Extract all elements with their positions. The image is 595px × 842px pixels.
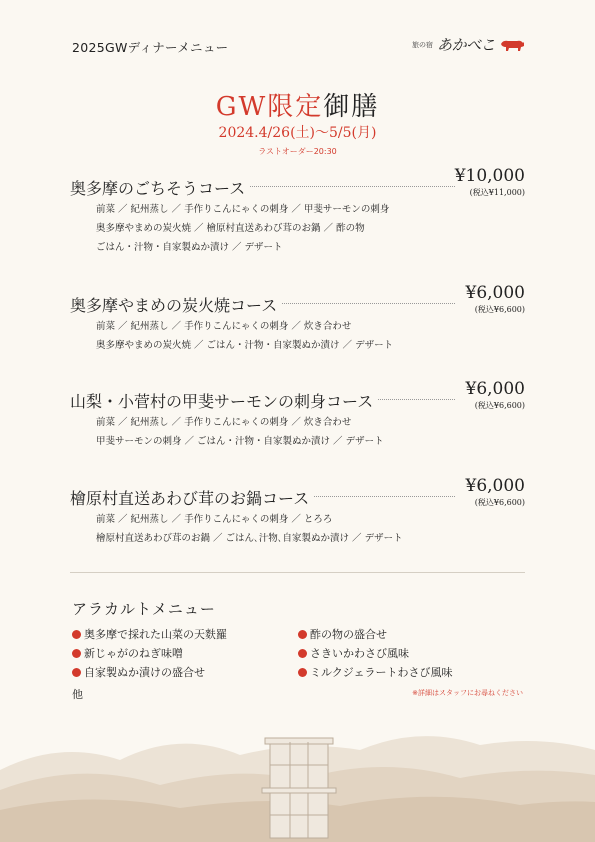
- course-price: ¥6,000: [465, 283, 525, 303]
- course-tax: (税込¥6,600): [474, 305, 525, 314]
- course-item-line: 前菜 ／ 紀州蒸し ／ 手作りこんにゃくの刺身 ／ 甲斐サーモンの刺身: [96, 204, 390, 215]
- course-1: [70, 166, 525, 257]
- course-item-line: 奥多摩やまめの炭火焼 ／ 檜原村直送あわび茸のお鍋 ／ 酢の物: [96, 223, 365, 234]
- course-tax: (税込¥6,600): [474, 401, 525, 410]
- course-item-line: 前菜 ／ 紀州蒸し ／ 手作りこんにゃくの刺身 ／ 炊き合わせ: [96, 417, 352, 428]
- alacarte-title: アラカルトメニュー: [72, 600, 216, 618]
- list-item: [72, 663, 227, 682]
- logo: [412, 34, 525, 55]
- course-item-line: 奥多摩やまめの炭火焼 ／ ごはん・汁物・自家製ぬか漬け ／ デザート: [96, 340, 394, 351]
- list-item: [72, 644, 227, 663]
- list-item-label: さきいかわさび風味: [310, 647, 409, 660]
- red-dot-icon: [72, 649, 81, 658]
- cow-icon: [499, 38, 525, 52]
- list-item: [298, 625, 453, 644]
- course-item-line: 甲斐サーモンの刺身 ／ ごはん・汁物・自家製ぬか漬け ／ デザート: [96, 436, 384, 447]
- red-dot-icon: [298, 649, 307, 658]
- course-price: ¥6,000: [465, 379, 525, 399]
- course-tax: (税込¥6,600): [474, 498, 525, 507]
- list-item: [298, 644, 453, 663]
- title-limited: GW限定: [215, 92, 324, 122]
- course-price: ¥10,000: [454, 166, 525, 186]
- course-2: [70, 283, 525, 355]
- alacarte-list-right: [298, 625, 453, 682]
- course-name: 檜原村直送あわび茸のお鍋コース: [70, 486, 313, 509]
- red-dot-icon: [298, 630, 307, 639]
- alacarte-other: 他: [72, 688, 83, 701]
- menu-label: 2025GWディナーメニュー: [72, 40, 229, 55]
- title-gozen: 御膳: [323, 92, 380, 122]
- course-name: 奥多摩やまめの炭火焼コース: [70, 293, 281, 316]
- course-item-line: ごはん・汁物・自家製ぬか漬け ／ デザート: [96, 242, 283, 253]
- list-item-label: 酢の物の盛合せ: [310, 628, 387, 641]
- course-tax: (税込¥11,000): [469, 188, 525, 197]
- course-item-line: 前菜 ／ 紀州蒸し ／ 手作りこんにゃくの刺身 ／ とろろ: [96, 514, 333, 525]
- period: 2024.4/26(土)～5/5(月): [218, 125, 377, 141]
- red-dot-icon: [72, 668, 81, 677]
- list-item-label: 奥多摩で採れた山菜の天麩羅: [84, 628, 227, 641]
- course-4: [70, 476, 525, 548]
- alacarte-list-left: [72, 625, 227, 682]
- course-name: 奥多摩のごちそうコース: [70, 176, 249, 199]
- list-item-label: 新じゃがのねぎ味噌: [84, 647, 183, 660]
- page-title: [0, 86, 595, 123]
- list-item-label: ミルクジェラートわさび風味: [310, 666, 453, 679]
- course-price: ¥6,000: [465, 476, 525, 496]
- course-name: 山梨・小菅村の甲斐サーモンの刺身コース: [70, 389, 377, 412]
- course-item-line: 檜原村直送あわび茸のお鍋 ／ ごはん､汁物､自家製ぬか漬け ／ デザート: [96, 533, 403, 544]
- logo-main-text: あかべこ: [436, 36, 495, 54]
- course-item-line: 前菜 ／ 紀州蒸し ／ 手作りこんにゃくの刺身 ／ 炊き合わせ: [96, 321, 352, 332]
- list-item-label: 自家製ぬか漬けの盛合せ: [84, 666, 205, 679]
- divider: [70, 572, 525, 573]
- mountain-inn-illustration: [0, 710, 595, 842]
- staff-note: ※詳細はスタッフにお尋ねください: [412, 689, 523, 697]
- logo-small-text: 旅の宿: [411, 40, 433, 49]
- red-dot-icon: [298, 668, 307, 677]
- course-3: [70, 379, 525, 451]
- red-dot-icon: [72, 630, 81, 639]
- inn-building-icon: [262, 738, 336, 838]
- last-order: ラストオーダー20:30: [258, 147, 337, 156]
- list-item: [298, 663, 453, 682]
- list-item: [72, 625, 227, 644]
